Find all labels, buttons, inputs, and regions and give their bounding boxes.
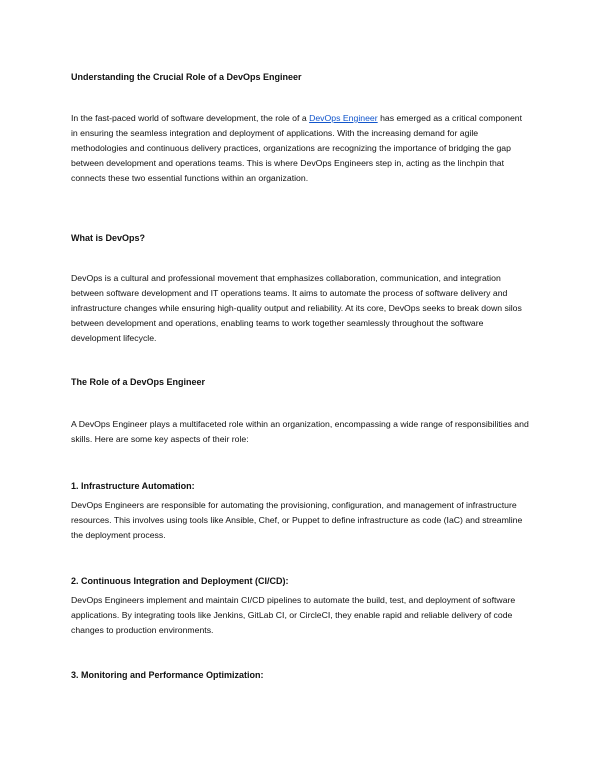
section-heading-monitoring: 3. Monitoring and Performance Optimization: — [71, 670, 264, 680]
section-body-infrastructure-automation: DevOps Engineers are responsible for automating the provisioning, configuration, and management of infrastructure resources. This involves using tools like Ansible, Chef, or Puppet to define infrastructure as code (IaC) and streamline the deployment process. — [71, 500, 523, 540]
section-body-ci-cd: DevOps Engineers implement and maintain CI/CD pipelines to automate the build, test, and deployment of software applications. By integrating tools like Jenkins, GitLab CI, or CircleCI, they enable rapid and reliable delivery of code changes to production environments. — [71, 595, 516, 635]
section-heading-what-is-devops: What is DevOps? — [71, 233, 146, 243]
section-heading-role: The Role of a DevOps Engineer — [71, 377, 206, 387]
section-heading-infrastructure-automation: 1. Infrastructure Automation: — [71, 481, 195, 491]
intro-paragraph — [71, 111, 531, 186]
section-heading-ci-cd: 2. Continuous Integration and Deployment (CI/CD): — [71, 576, 289, 586]
intro-text-after-link: has emerged as a critical component in ensuring the seamless integration and deployment of applications. With the increasing demand for agile methodologies and continuous delivery practices, organizations are recognizing the importance of bridging the gap between development and operations teams. This is where DevOps Engineers step in, acting as the linchpin that connects these two essential functions within an organization. — [71, 113, 523, 183]
intro-text-before-link: In the fast-paced world of software development, the role of a — [71, 113, 310, 123]
section-body-role: A DevOps Engineer plays a multifaceted role within an organization, encompassing a wide range of responsibilities and skills. Here are some key aspects of their role: — [71, 419, 529, 444]
section-body-what-is-devops: DevOps is a cultural and professional movement that emphasizes collaboration, communication, and integration between software development and IT operations teams. It aims to automate the process of software delivery and infrastructure changes while ensuring high-quality output and reliability. At its core, DevOps seeks to break down silos between development and operations, enabling teams to work together seamlessly throughout the software development lifecycle. — [71, 273, 522, 343]
devops-engineer-link[interactable]: DevOps Engineer — [309, 113, 378, 123]
document-title: Understanding the Crucial Role of a DevOps Engineer — [71, 72, 302, 82]
